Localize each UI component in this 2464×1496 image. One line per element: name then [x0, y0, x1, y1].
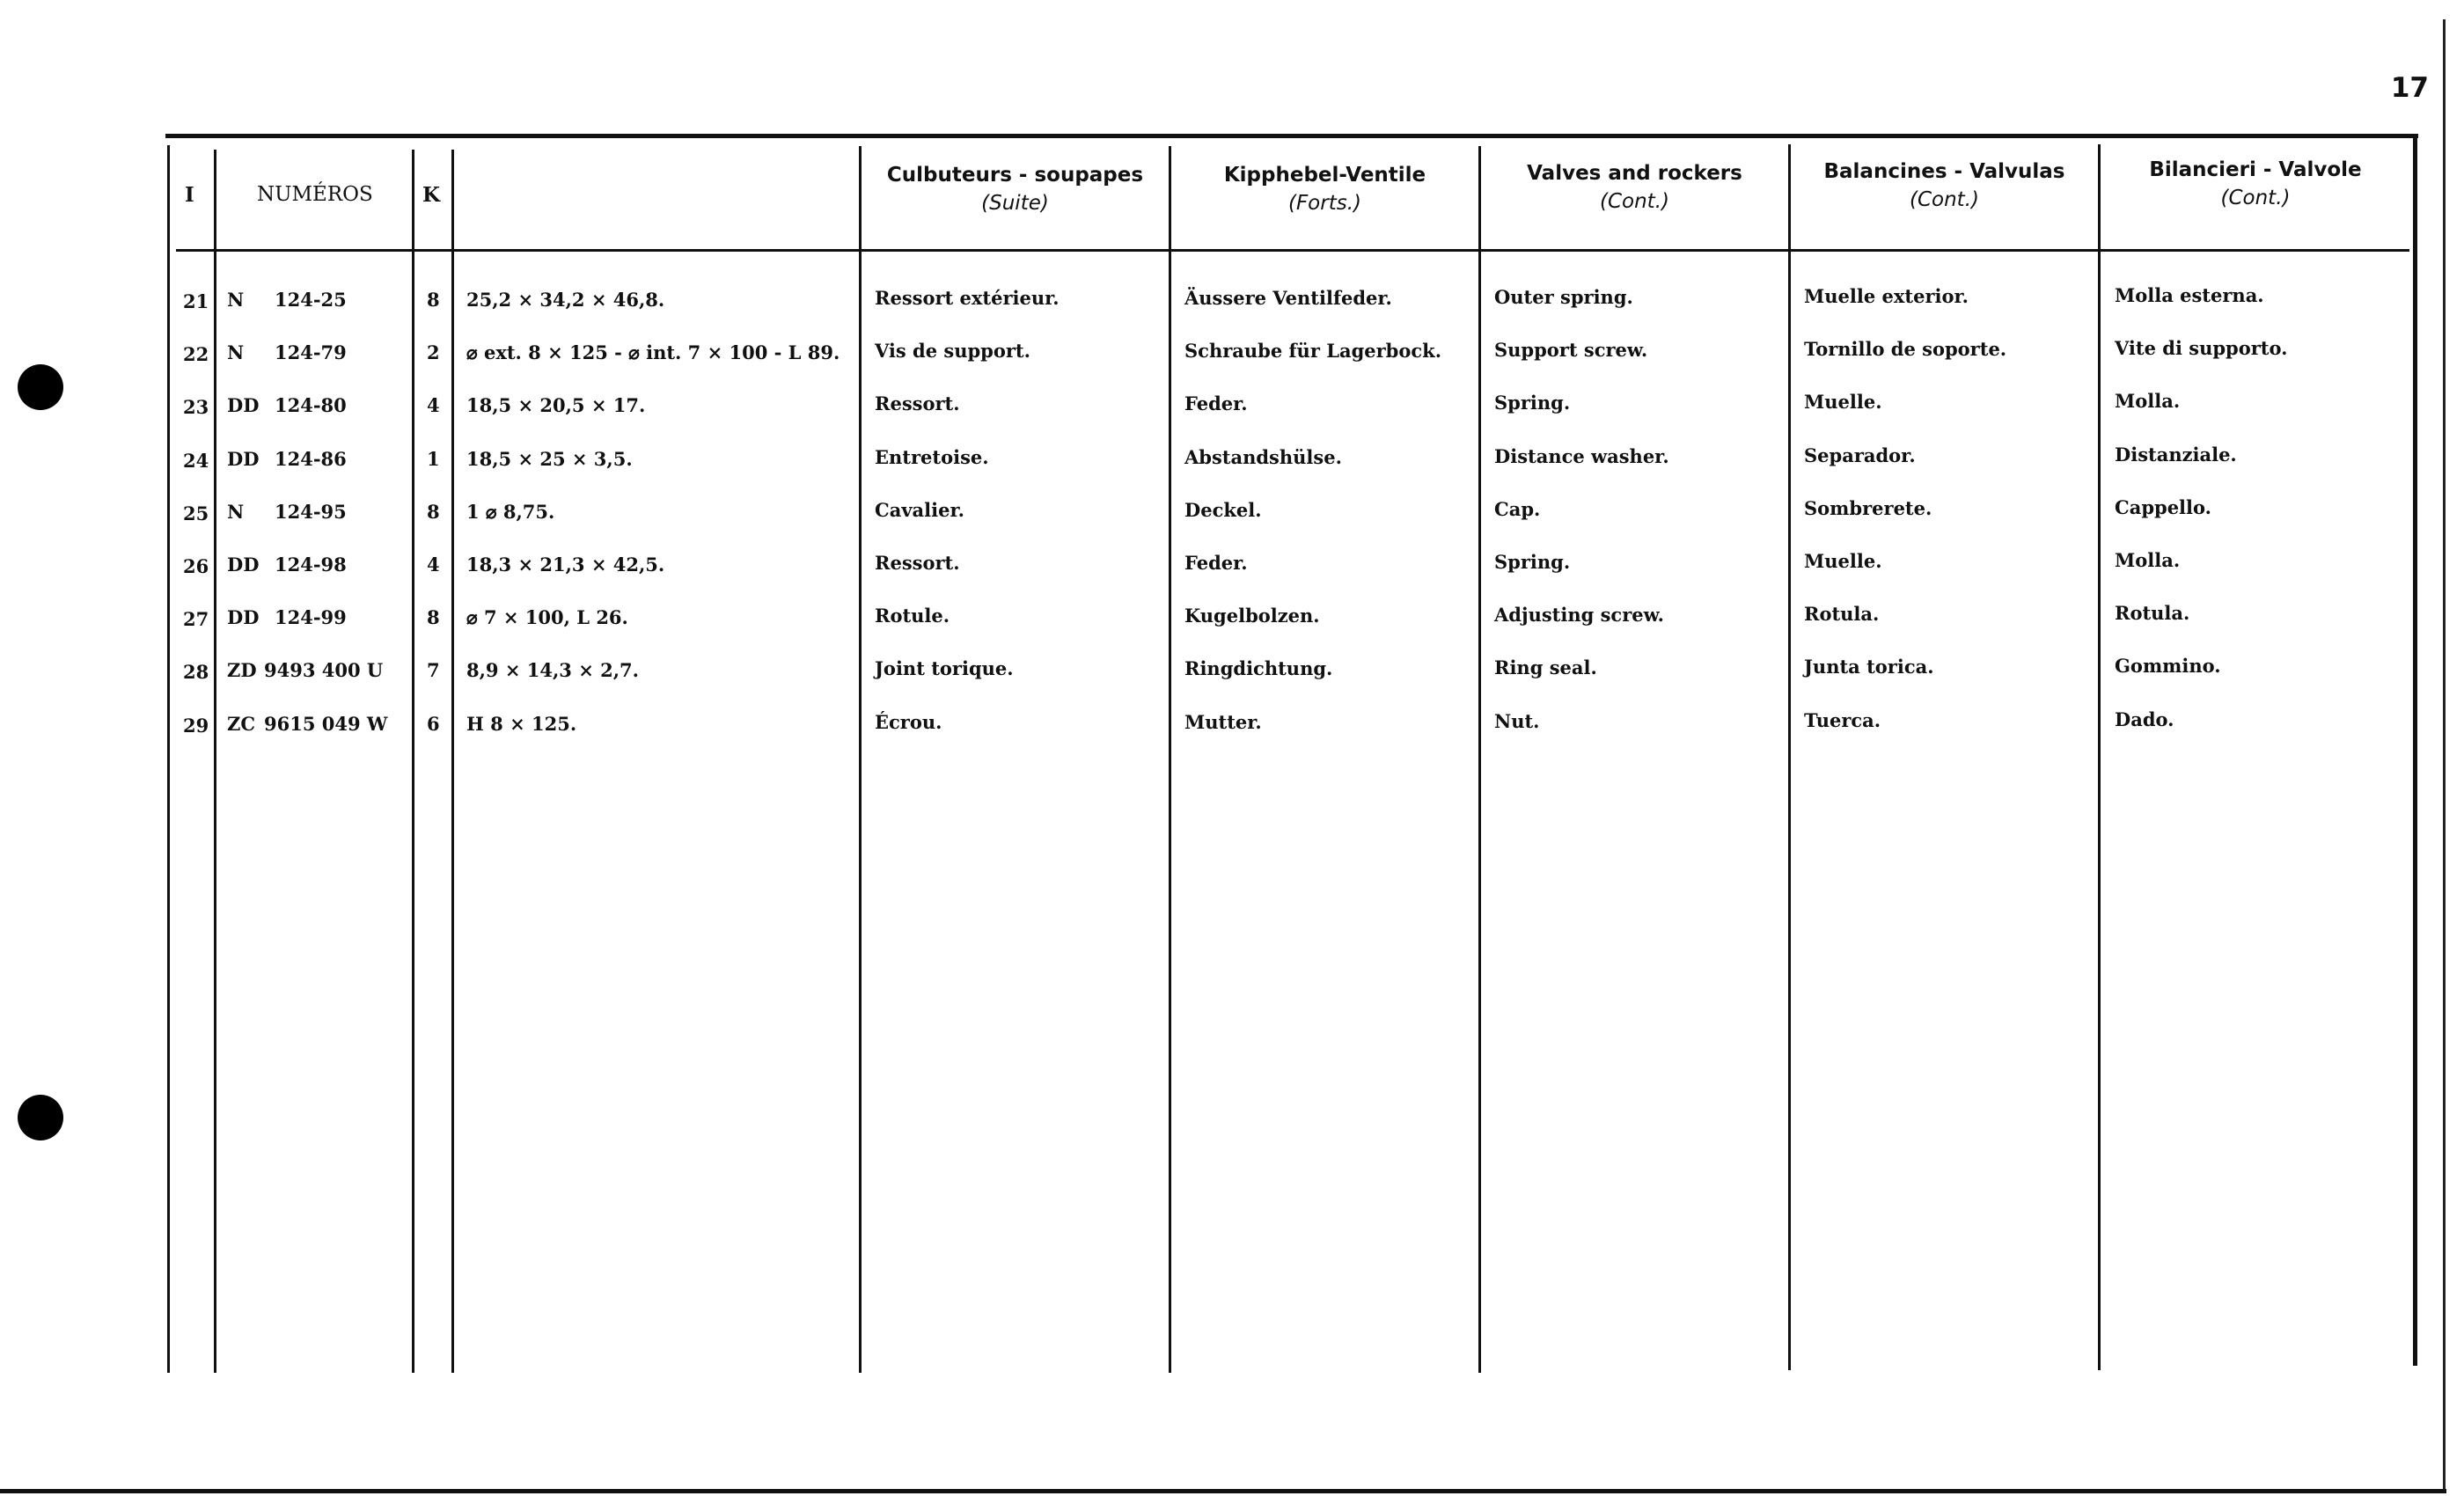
punch-hole-bottom	[18, 1095, 63, 1140]
header-spanish-title: Balancines - Valvulas	[1823, 160, 2065, 183]
part-number: 124-80	[275, 394, 347, 417]
header-k: K	[422, 183, 440, 207]
column-divider	[451, 150, 454, 1373]
quantity: 8	[427, 289, 440, 311]
header-italian	[2101, 158, 2410, 209]
desc-italian: Molla.	[2115, 549, 2181, 571]
row-index: 22	[183, 343, 209, 366]
dimensions: 18,3 × 21,3 × 42,5.	[466, 554, 665, 576]
page-bottom-edge	[0, 1489, 2446, 1493]
header-english	[1481, 162, 1788, 213]
column-divider	[214, 150, 216, 1373]
desc-french: Entretoise.	[875, 445, 989, 468]
row-index: 28	[183, 661, 209, 684]
row-index: 21	[183, 290, 209, 312]
desc-german: Ringdichtung.	[1184, 657, 1333, 680]
quantity: 7	[427, 659, 440, 682]
desc-spanish: Tuerca.	[1804, 708, 1881, 731]
part-number: 9493 400 U	[264, 659, 384, 682]
desc-german: Feder.	[1184, 392, 1248, 415]
desc-italian: Vite di supporto.	[2115, 337, 2288, 360]
desc-english: Ring seal.	[1494, 656, 1597, 679]
header-spanish-subtitle: (Cont.)	[1910, 188, 1979, 211]
desc-english: Distance washer.	[1494, 444, 1669, 467]
quantity: 8	[427, 606, 440, 629]
part-number: 124-86	[275, 447, 347, 470]
table-right-border	[2413, 134, 2417, 1366]
part-number: 124-98	[275, 554, 347, 576]
quantity: 1	[427, 447, 440, 470]
part-prefix: ZC	[227, 712, 256, 735]
desc-german: Schraube für Lagerbock.	[1184, 340, 1442, 363]
desc-spanish: Muelle exterior.	[1804, 285, 1969, 307]
desc-english: Nut.	[1494, 709, 1540, 732]
column-divider	[1788, 144, 1791, 1370]
header-french	[862, 164, 1169, 215]
part-number: 9615 049 W	[264, 712, 388, 735]
header-french-subtitle: (Suite)	[981, 192, 1049, 215]
part-prefix: N	[227, 341, 245, 364]
quantity: 8	[427, 500, 440, 523]
table-top-border	[165, 134, 2418, 138]
header-german-title: Kipphebel-Ventile	[1223, 164, 1426, 187]
header-german-subtitle: (Forts.)	[1287, 192, 1361, 215]
row-index: 26	[183, 555, 209, 577]
desc-german: Mutter.	[1184, 710, 1262, 733]
desc-german: Kugelbolzen.	[1184, 605, 1320, 627]
page-right-edge	[2443, 19, 2446, 1493]
desc-english: Spring.	[1494, 551, 1571, 573]
dimensions: 8,9 × 14,3 × 2,7.	[466, 659, 639, 682]
desc-french: Écrou.	[875, 710, 942, 733]
part-number: 124-99	[275, 606, 347, 629]
row-index: 23	[183, 396, 209, 419]
part-prefix: N	[227, 500, 245, 523]
desc-french: Joint torique.	[875, 657, 1014, 680]
page-number: 17	[2390, 72, 2429, 104]
part-number: 124-79	[275, 341, 347, 364]
row-index: 25	[183, 502, 209, 524]
part-prefix: DD	[227, 447, 260, 470]
desc-french: Ressort.	[875, 552, 960, 574]
desc-french: Rotule.	[875, 605, 950, 627]
desc-english: Adjusting screw.	[1494, 604, 1664, 627]
desc-italian: Dado.	[2115, 708, 2174, 730]
column-divider	[412, 150, 414, 1373]
desc-french: Ressort extérieur.	[875, 287, 1060, 309]
dimensions: ⌀ ext. 8 × 125 - ⌀ int. 7 × 100 - L 89.	[466, 341, 840, 364]
part-prefix: DD	[227, 394, 260, 417]
header-french-title: Culbuteurs - soupapes	[886, 164, 1144, 187]
desc-english: Cap.	[1494, 497, 1541, 520]
desc-italian: Rotula.	[2115, 602, 2190, 625]
desc-italian: Molla esterna.	[2115, 284, 2264, 306]
desc-english: Outer spring.	[1494, 286, 1633, 308]
row-index: 24	[183, 449, 209, 472]
row-index: 27	[183, 608, 209, 631]
quantity: 6	[427, 712, 440, 735]
header-english-subtitle: (Cont.)	[1600, 190, 1669, 213]
quantity: 2	[427, 341, 440, 364]
desc-spanish: Separador.	[1804, 444, 1916, 466]
desc-german: Deckel.	[1184, 498, 1262, 521]
part-prefix: N	[227, 289, 245, 311]
desc-spanish: Junta torica.	[1804, 656, 1934, 678]
desc-italian: Gommino.	[2115, 655, 2221, 678]
desc-spanish: Muelle.	[1804, 391, 1882, 414]
dimensions: 25,2 × 34,2 × 46,8.	[466, 289, 665, 311]
desc-spanish: Sombrerete.	[1804, 496, 1932, 519]
desc-english: Spring.	[1494, 392, 1571, 414]
punch-hole-top	[18, 364, 63, 410]
header-i: I	[185, 183, 194, 207]
dimensions: ⌀ 7 × 100, L 26.	[466, 606, 628, 629]
desc-french: Vis de support.	[875, 340, 1030, 363]
dimensions: 1 ⌀ 8,75.	[466, 500, 555, 523]
desc-german: Äussere Ventilfeder.	[1184, 287, 1392, 309]
header-english-title: Valves and rockers	[1527, 162, 1742, 185]
desc-spanish: Muelle.	[1804, 550, 1882, 572]
part-number: 124-95	[275, 500, 347, 523]
desc-spanish: Rotula.	[1804, 603, 1880, 626]
quantity: 4	[427, 394, 440, 417]
part-prefix: DD	[227, 554, 260, 576]
header-spanish	[1791, 160, 2098, 211]
column-divider	[2098, 144, 2101, 1370]
desc-italian: Molla.	[2115, 390, 2181, 413]
dimensions: 18,5 × 25 × 3,5.	[466, 447, 633, 470]
desc-italian: Distanziale.	[2115, 443, 2237, 466]
column-divider	[859, 146, 862, 1373]
header-italian-title: Bilancieri - Valvole	[2149, 158, 2362, 181]
header-rule	[176, 249, 2409, 252]
desc-german: Abstandshülse.	[1184, 445, 1342, 468]
desc-spanish: Tornillo de soporte.	[1804, 338, 2007, 361]
column-divider	[1169, 146, 1171, 1373]
column-divider	[167, 145, 170, 1373]
desc-english: Support screw.	[1494, 339, 1648, 362]
desc-italian: Cappello.	[2115, 495, 2211, 518]
part-prefix: ZD	[227, 659, 257, 682]
dimensions: 18,5 × 20,5 × 17.	[466, 394, 646, 417]
dimensions: H 8 × 125.	[466, 712, 577, 735]
desc-french: Ressort.	[875, 392, 960, 415]
quantity: 4	[427, 554, 440, 576]
part-number: 124-25	[275, 289, 347, 311]
desc-german: Feder.	[1184, 552, 1248, 574]
header-numeros: NUMÉROS	[257, 183, 373, 206]
desc-french: Cavalier.	[875, 498, 964, 521]
part-prefix: DD	[227, 606, 260, 629]
header-italian-subtitle: (Cont.)	[2220, 187, 2291, 209]
row-index: 29	[183, 714, 209, 737]
column-divider	[1478, 146, 1481, 1373]
header-german	[1171, 164, 1478, 215]
